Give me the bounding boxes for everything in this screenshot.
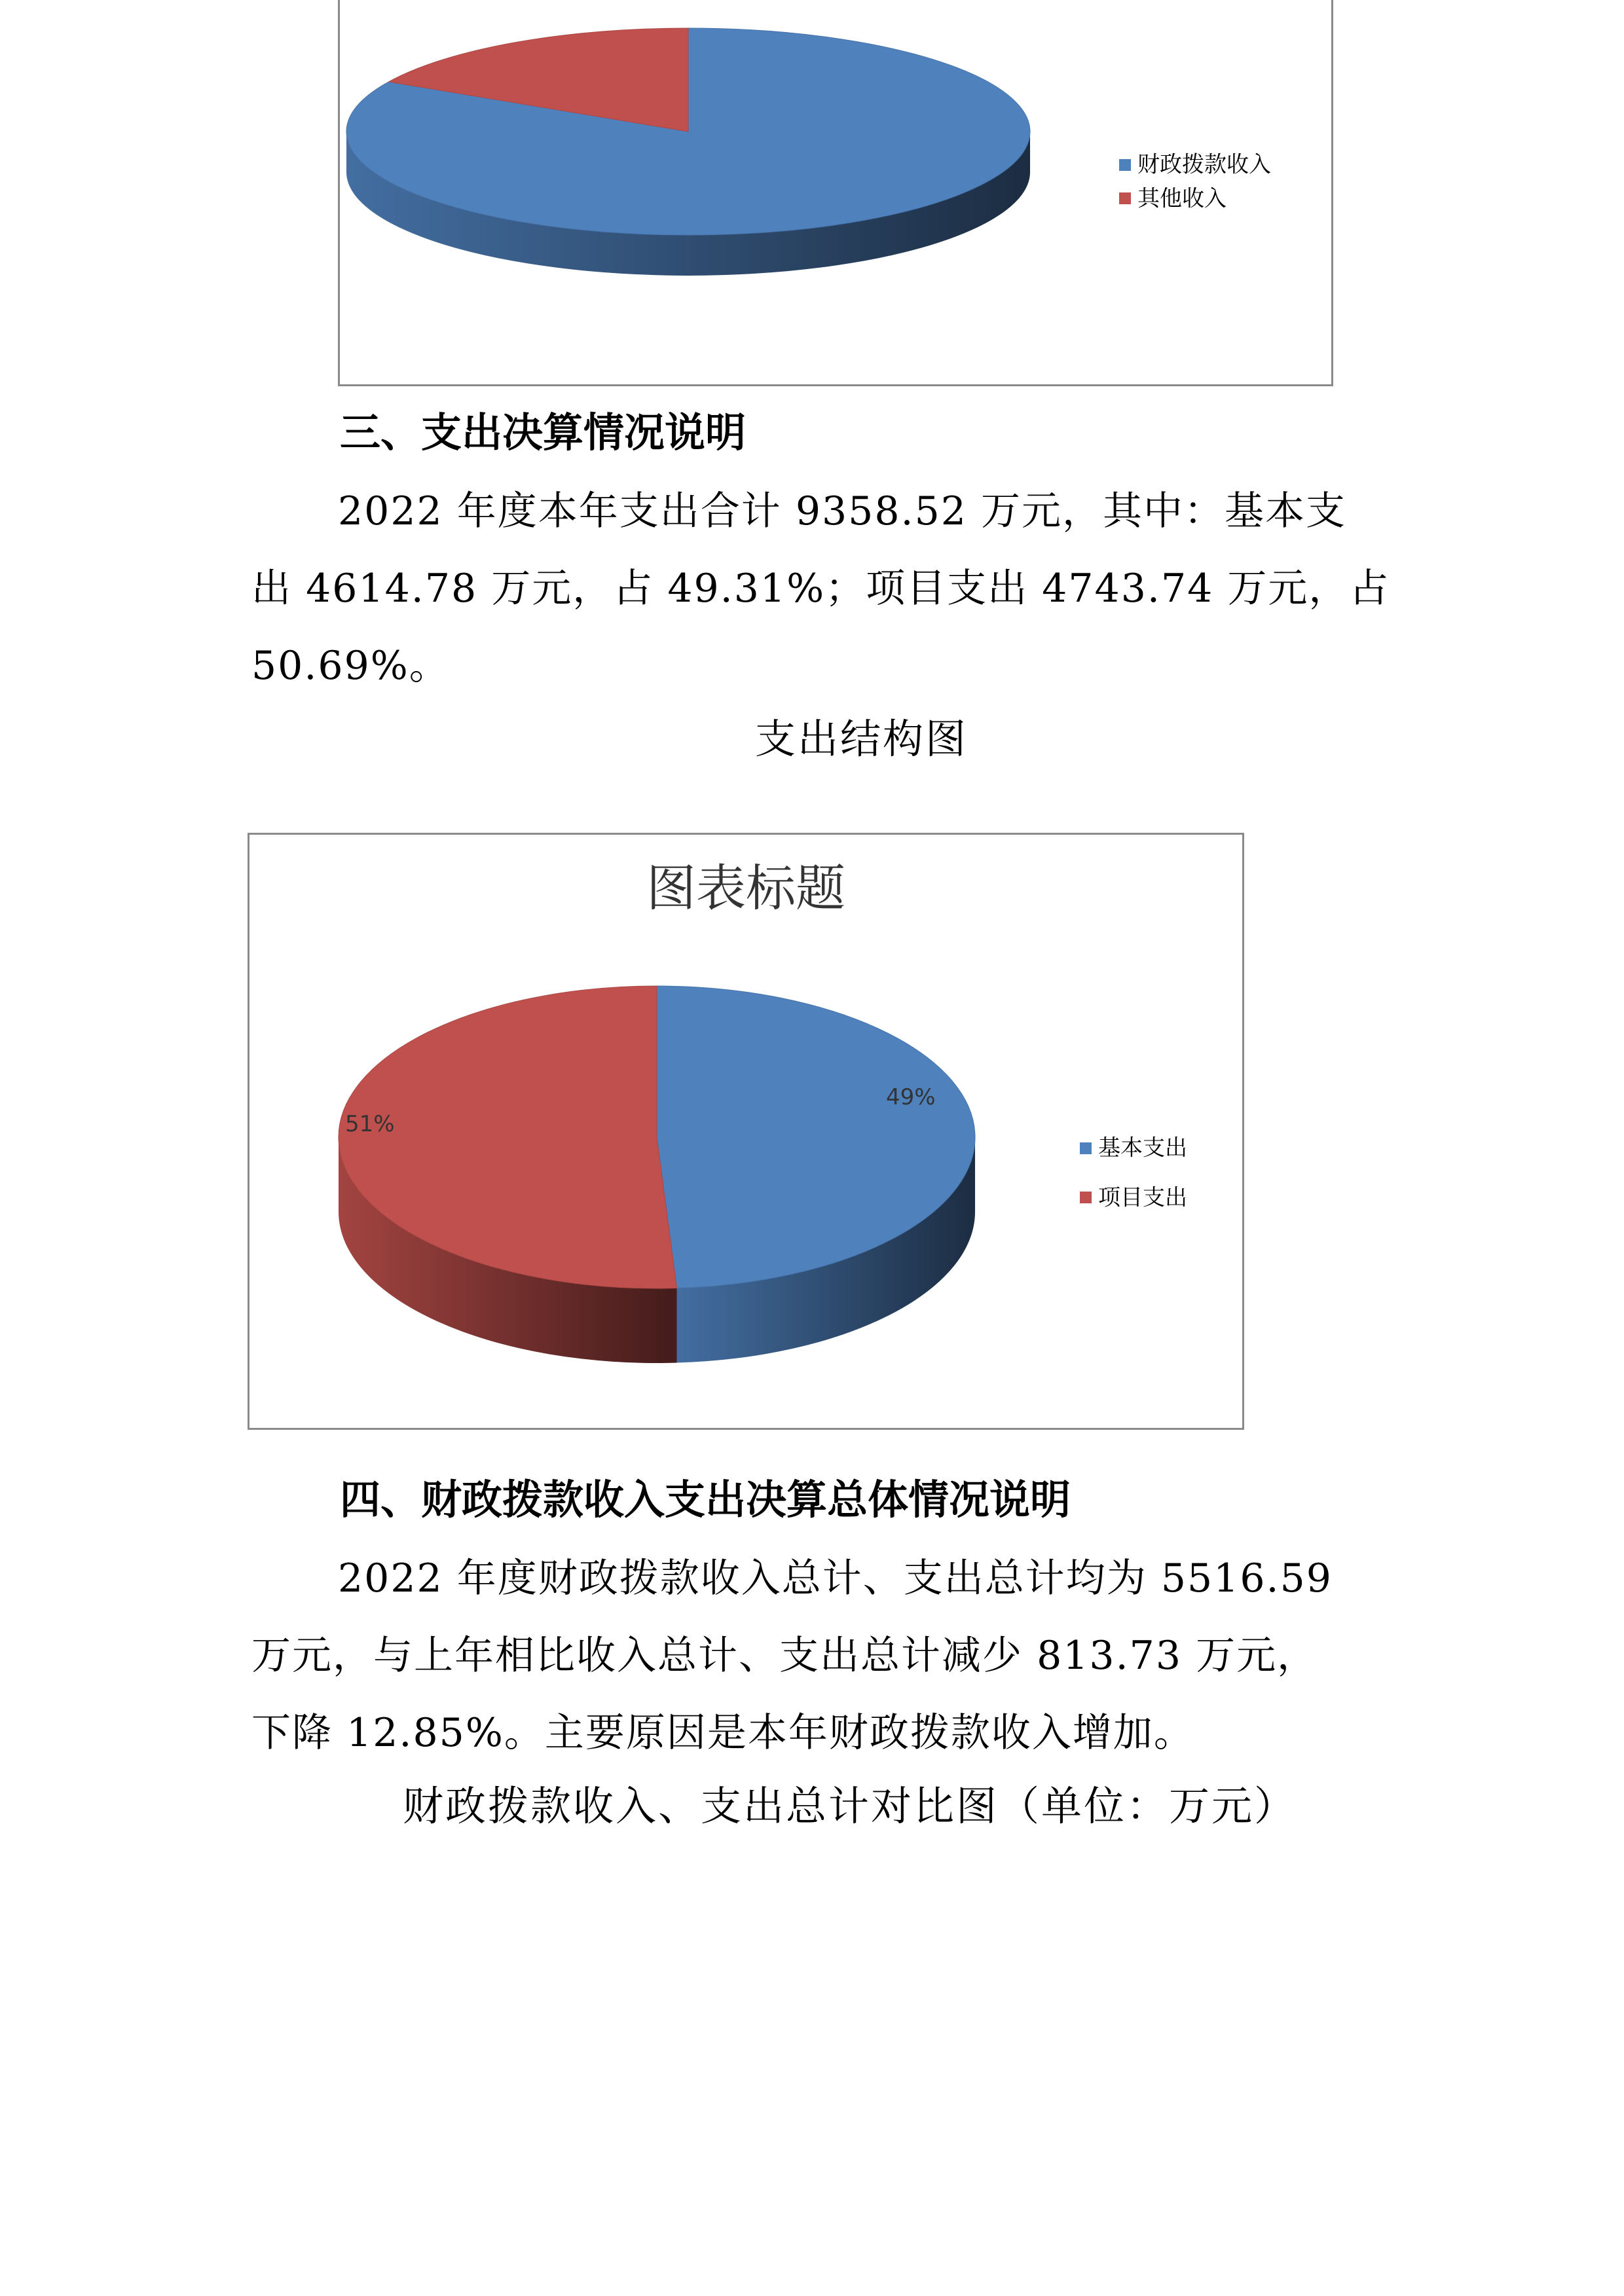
section3-line-3: 50.69%。 <box>251 643 450 689</box>
fiscal-comparison-caption: 财政拨款收入、支出总计对比图（单位：万元） <box>403 1782 1297 1830</box>
section3-heading: 三、支出决算情况说明 <box>340 409 747 456</box>
chart-title: 图表标题 <box>646 859 845 917</box>
section3-paragraph <box>251 473 1390 704</box>
expense-pie-svg <box>249 835 1246 1432</box>
legend-item-project <box>1080 1186 1187 1209</box>
expense-pie-chart <box>248 833 1244 1430</box>
section3-line-2: 出 4614.78 万元，占 49.31%；项目支出 4743.74 万元，占 <box>251 566 1390 611</box>
legend-label: 财政拨款收入 <box>1137 151 1271 178</box>
section4-heading: 四、财政拨款收入支出决算总体情况说明 <box>340 1476 1071 1523</box>
legend-item-other-income <box>1119 187 1271 210</box>
data-label-basic: 49% <box>886 1084 936 1110</box>
legend-item-fiscal-income <box>1119 153 1271 176</box>
section4-line-1: 2022 年度财政拨款收入总计、支出总计均为 5516.59 <box>338 1556 1333 1601</box>
section4-line-2: 万元，与上年相比收入总计、支出总计减少 813.73 万元， <box>251 1633 1318 1679</box>
expense-structure-caption: 支出结构图 <box>755 715 969 763</box>
legend-label: 项目支出 <box>1098 1184 1187 1211</box>
income-pie-chart <box>338 0 1333 386</box>
legend-swatch-red <box>1080 1192 1092 1203</box>
section3-line-1: 2022 年度本年支出合计 9358.52 万元，其中：基本支 <box>338 488 1347 534</box>
legend-swatch-blue <box>1119 159 1131 171</box>
income-legend <box>1119 153 1271 210</box>
section4-paragraph <box>251 1540 1365 1772</box>
legend-label: 其他收入 <box>1137 185 1227 211</box>
legend-label: 基本支出 <box>1098 1135 1187 1161</box>
section4-line-3: 下降 12.85%。主要原因是本年财政拨款收入增加。 <box>251 1710 1194 1756</box>
expense-legend <box>1080 1136 1187 1209</box>
legend-swatch-red <box>1119 192 1131 204</box>
data-label-project: 51% <box>345 1111 395 1137</box>
legend-swatch-blue <box>1080 1142 1092 1154</box>
legend-item-basic <box>1080 1136 1187 1159</box>
